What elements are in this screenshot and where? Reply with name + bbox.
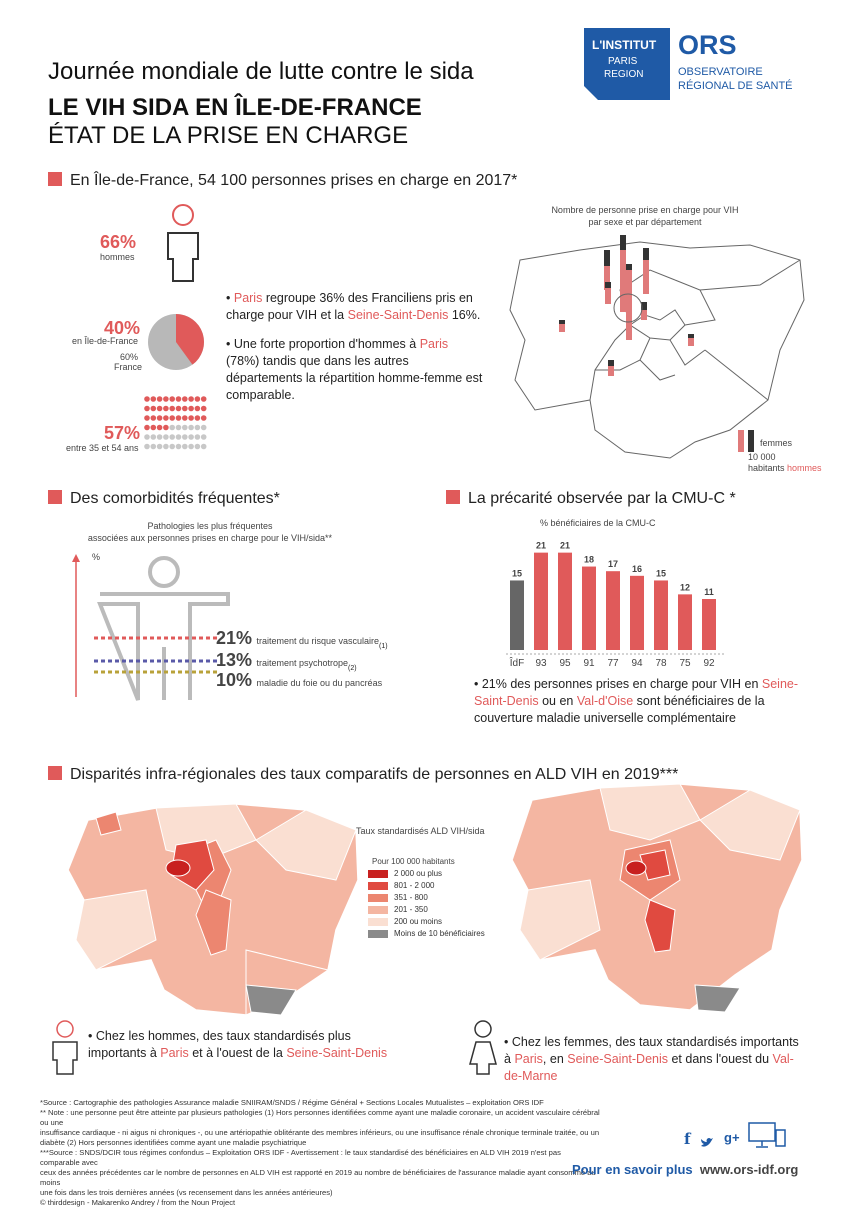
age-pct: 57% — [104, 423, 141, 443]
b2-end: (78%) tandis que dans les autres départements la répartition homme-femme est comparable. — [226, 354, 483, 402]
cmu-b-3: sont bénéficiaires de la couverture maladie universelle complémentaire — [474, 694, 765, 725]
dot — [169, 415, 175, 421]
cmu-bar-92 — [702, 599, 716, 650]
dot — [201, 425, 207, 431]
dot — [176, 444, 182, 450]
page-title: LE VIH SIDA EN ÎLE-DE-FRANCE — [48, 94, 422, 121]
cmu-chart-title: % bénéficiaires de la CMU-C — [540, 518, 656, 528]
dot — [176, 434, 182, 440]
dot — [201, 396, 207, 402]
bullet-men: • Une forte proportion d'hommes à Paris (78%) tandis que dans les autres départements la répartition homme-femme est comparable. — [226, 337, 483, 402]
legend-scale — [748, 452, 849, 474]
footnote-3: insuffisance cardiaque - ni aigus ni chroniques -, ou une artériopathie oblitérante des membres inférieurs, ou une insuffisance rénale chronique terminale traitée, ou un — [40, 1128, 600, 1137]
rate-legend-swatch — [368, 894, 388, 902]
rate-legend-item — [368, 880, 485, 891]
dot — [176, 396, 182, 402]
cmu-value-label: 11 — [704, 587, 714, 597]
dot — [163, 425, 169, 431]
rate-legend-swatch — [368, 882, 388, 890]
france-pct: 60% — [120, 352, 139, 362]
cmu-vdo: Val-d'Oise — [576, 694, 634, 708]
legend-scale-text: 10 000 habitants — [748, 452, 785, 473]
cmu-value-label: 15 — [511, 568, 523, 579]
section-marker — [48, 490, 62, 504]
ors-obs-1: OBSERVATOIRE — [678, 66, 763, 78]
men-rate-ssd: Seine-Saint-Denis — [286, 1046, 388, 1060]
rate-legend-item — [368, 868, 485, 879]
body-figure — [66, 552, 226, 702]
dot — [188, 434, 194, 440]
dot — [151, 425, 157, 431]
rate-legend-sub: Pour 100 000 habitants — [372, 857, 455, 866]
dot — [169, 406, 175, 412]
men-rate-bullet: • Chez les hommes, des taux standardisés plus importants à Paris et à l'ouest de la Seine-Saint-Denis — [88, 1029, 388, 1060]
men-choropleth-map — [66, 800, 366, 1020]
comorb-sup-2: (2) — [348, 665, 357, 673]
cmu-value-label: 17 — [607, 559, 619, 570]
dot — [182, 425, 188, 431]
cmu-category-label: 93 — [535, 658, 547, 669]
dot — [195, 425, 201, 431]
dot — [169, 396, 175, 402]
dot — [182, 406, 188, 412]
dot — [163, 406, 169, 412]
rate-legend-item — [368, 904, 485, 915]
footnote-credit: © thirddesign - Makarenko Andrey / from the Noun Project — [40, 1198, 236, 1207]
dot — [195, 444, 201, 450]
rate-legend-label: 200 ou moins — [394, 917, 443, 926]
men-rate-2: et à l'ouest de la — [188, 1046, 287, 1060]
facebook-icon[interactable]: f — [684, 1130, 691, 1148]
logo-institut-text: L'INSTITUT — [592, 38, 657, 52]
cmu-category-label: 95 — [559, 658, 571, 669]
section3-heading — [446, 490, 736, 508]
dot — [144, 396, 150, 402]
b2-paris: Paris — [419, 337, 449, 351]
ors-obs-2: RÉGIONAL DE SANTÉ — [678, 80, 793, 92]
men-pct: 66% — [100, 232, 137, 252]
googleplus-icon[interactable]: g+ — [724, 1130, 740, 1145]
legend-bar-women — [748, 430, 754, 452]
section2-heading — [48, 490, 280, 508]
footnotes — [40, 1098, 600, 1208]
comorb-label-2: traitement psychotrope — [256, 658, 349, 668]
comorb-title-1: Pathologies les plus fréquentes — [147, 521, 273, 531]
section1-heading-text: En Île-de-France, 54 100 personnes prises en charge en 2017* — [70, 172, 518, 189]
paris-link: Paris — [233, 291, 263, 305]
section-marker — [48, 172, 62, 186]
map-title — [520, 204, 770, 228]
women-rate-vdm: Val-de-Marne — [504, 1052, 794, 1083]
dot — [151, 434, 157, 440]
dot — [176, 415, 182, 421]
ssd-text: Seine-Saint-Denis — [347, 308, 449, 322]
dot — [144, 425, 150, 431]
cmu-category-label: 94 — [631, 658, 643, 669]
dot — [157, 415, 163, 421]
section1-heading — [48, 172, 517, 190]
comorb-pct-2: 13% — [216, 650, 253, 670]
dot — [195, 396, 201, 402]
dot — [144, 444, 150, 450]
devices-icon[interactable] — [748, 1122, 786, 1150]
cmu-value-label: 21 — [559, 540, 571, 551]
legend-bar-men — [738, 430, 744, 452]
twitter-icon[interactable] — [700, 1136, 714, 1148]
rate-legend-label: Moins de 10 bénéficiaires — [394, 929, 485, 938]
cmu-bar-91 — [582, 567, 596, 650]
subtitle: Journée mondiale de lutte contre le sida — [48, 58, 474, 85]
page-title-2: ÉTAT DE LA PRISE EN CHARGE — [48, 122, 409, 149]
cmu-bar-93 — [534, 553, 548, 650]
logo-paris-text: PARIS — [608, 56, 638, 67]
dot — [151, 415, 157, 421]
dot — [169, 425, 175, 431]
logo-region-text: REGION — [604, 69, 644, 80]
section-marker — [48, 766, 62, 780]
cmu-bar-95 — [558, 553, 572, 650]
bullet-paris: • Paris regroupe 36% des Franciliens pris en charge pour VIH et la Seine-Saint-Denis 16%. — [226, 291, 481, 322]
dot — [188, 406, 194, 412]
dot — [157, 444, 163, 450]
section-marker — [446, 490, 460, 504]
comorb-title-2: associées aux personnes prises en charge pour le VIH/sida** — [87, 533, 333, 543]
rate-legend-label: 351 - 800 — [394, 893, 428, 902]
dot — [195, 434, 201, 440]
dot — [163, 396, 169, 402]
women-choropleth-map — [510, 780, 810, 1020]
cmu-bullet: • 21% des personnes prises en charge pour VIH en Seine-Saint-Denis ou en Val-d'Oise sont bénéficiaires de la couverture maladie universelle complémentaire — [474, 677, 799, 725]
legend-women: femmes — [760, 438, 793, 448]
rate-legend-swatch — [368, 870, 388, 878]
footnote-2: ** Note : une personne peut être atteinte par plusieurs pathologies (1) Hors personnes identifiées comme ayant une maladie coronaire, un accident vasculaire cérébral ou une — [40, 1108, 600, 1127]
women-rate-1: Chez les femmes, des taux standardisés importants à — [504, 1035, 799, 1066]
dot — [188, 415, 194, 421]
dot — [169, 444, 175, 450]
dot — [144, 406, 150, 412]
dot — [201, 444, 207, 450]
idf-pct: 40% — [104, 318, 141, 338]
dot — [157, 406, 163, 412]
comorb-title — [60, 520, 360, 544]
cmu-ssd: Seine-Saint-Denis — [474, 677, 799, 708]
man-icon — [160, 203, 206, 283]
rate-legend-item — [368, 892, 485, 903]
woman-icon — [466, 1020, 500, 1076]
map-title-2: par sexe et par département — [588, 217, 702, 227]
cmu-value-label: 16 — [631, 563, 643, 574]
dot — [182, 415, 188, 421]
dot — [195, 406, 201, 412]
dot — [163, 415, 169, 421]
dot — [188, 425, 194, 431]
cmu-b-2: ou en — [538, 694, 577, 708]
comorb-label-3: maladie du foie ou du pancréas — [256, 678, 383, 688]
b2-text: Une forte proportion d'hommes à — [233, 337, 420, 351]
man-icon-small — [48, 1020, 82, 1076]
cmu-bar-chart — [500, 532, 715, 682]
cmu-bar-75 — [678, 594, 692, 650]
france-label: France — [114, 362, 143, 372]
dot — [182, 444, 188, 450]
rate-legend — [368, 868, 485, 940]
men-rate-paris: Paris — [160, 1046, 189, 1060]
comorb-row-3 — [216, 670, 382, 691]
cmu-value-label: 12 — [679, 582, 691, 593]
dot — [169, 434, 175, 440]
dot — [157, 434, 163, 440]
women-rate-2: , en — [542, 1052, 568, 1066]
b1-text: regroupe 36% des Franciliens pris en charge pour VIH et la — [226, 291, 473, 322]
dot — [201, 415, 207, 421]
cmu-category-label: 75 — [679, 658, 691, 669]
dot — [144, 434, 150, 440]
women-rate-3: et dans l'ouest du — [668, 1052, 773, 1066]
rate-legend-label: 801 - 2 000 — [394, 881, 435, 890]
rate-legend-label: 2 000 ou plus — [394, 869, 443, 878]
rate-legend-swatch — [368, 906, 388, 914]
dot-grid — [144, 396, 208, 454]
dot — [157, 396, 163, 402]
section2-heading-text: Des comorbidités fréquentes* — [70, 490, 280, 507]
cmu-value-label: 18 — [583, 554, 595, 565]
cmu-bar-78 — [654, 580, 668, 650]
ors-logo[interactable]: ORS — [678, 30, 737, 60]
dot — [195, 415, 201, 421]
women-rate-ssd: Seine-Saint-Denis — [567, 1052, 668, 1066]
dot — [182, 434, 188, 440]
website-link[interactable]: www.ors-idf.org — [699, 1162, 799, 1177]
dot — [144, 415, 150, 421]
rate-legend-title: Taux standardisés ALD VIH/sida — [356, 826, 485, 836]
cmu-value-label: 15 — [655, 568, 667, 579]
footnote-4: diabète (2) Hors personnes identifiées comme ayant une maladie psychiatrique — [40, 1138, 307, 1147]
rate-legend-swatch — [368, 930, 388, 938]
comorb-lines — [94, 632, 218, 678]
more-info-text: Pour en savoir plus — [572, 1162, 693, 1177]
section4-heading-text: Disparités infra-régionales des taux comparatifs de personnes en ALD VIH en 2019*** — [70, 766, 679, 783]
footnote-5: ***Source : SNDS/DCIR tous régimes confondus – Exploitation ORS IDF - Avertissement : le taux standardisé des bénéficiaires en ALD VIH 2019 n'est pas comparable avec — [40, 1148, 561, 1167]
dot — [151, 406, 157, 412]
dept-bars — [559, 235, 694, 376]
footnote-7: une fois dans les trois dernières années (vs recensement dans les années antérieures) — [40, 1188, 333, 1197]
comorb-pct-3: 10% — [216, 670, 253, 690]
women-rate-paris: Paris — [514, 1052, 543, 1066]
dot — [163, 434, 169, 440]
comorb-pct-1: 21% — [216, 628, 253, 648]
dot — [201, 406, 207, 412]
dot — [163, 444, 169, 450]
comorb-sup-1: (1) — [379, 643, 388, 651]
cmu-b-1: 21% des personnes prises en charge pour VIH en — [481, 677, 762, 691]
dot — [176, 406, 182, 412]
footnote-1: *Source : Cartographie des pathologies Assurance maladie SNIIRAM/SNDS / Régime Général + Sections Locales Mutualistes – exploitation ORS IDF — [40, 1098, 544, 1107]
cmu-value-label: 21 — [535, 540, 547, 551]
cmu-category-label: 77 — [607, 658, 619, 669]
legend-men: hommes — [787, 463, 822, 473]
rate-legend-item — [368, 928, 485, 939]
dot — [188, 396, 194, 402]
cmu-category-label: 91 — [583, 658, 595, 669]
dot — [201, 434, 207, 440]
cmu-bar-77 — [606, 571, 620, 650]
idf-dept-map — [500, 230, 820, 462]
map-title-1: Nombre de personne prise en charge pour VIH — [551, 205, 739, 215]
axis-unit: % — [92, 552, 101, 562]
section3-heading-text: La précarité observée par la CMU-C * — [468, 490, 736, 507]
dot — [151, 396, 157, 402]
dot — [151, 444, 157, 450]
cmu-category-label: 92 — [703, 658, 715, 669]
more-info — [572, 1162, 798, 1177]
pie-chart — [146, 312, 206, 372]
comorb-label-1: traitement du risque vasculaire — [256, 636, 380, 646]
cmu-category-label: ÎdF — [509, 658, 525, 669]
footnote-6: ceux des années précédentes car le nombre de personnes en ALD VIH est rapporté en 2019 au nombre de bénéficiaires de l'assurance maladie ayant consommé au moins — [40, 1168, 596, 1187]
cmu-bar-94 — [630, 576, 644, 650]
dot — [182, 396, 188, 402]
rate-legend-swatch — [368, 918, 388, 926]
men-rate-1: Chez les hommes, des taux standardisés plus importants à — [88, 1029, 351, 1060]
dot — [188, 444, 194, 450]
rate-legend-item — [368, 916, 485, 927]
rate-legend-label: 201 - 350 — [394, 905, 428, 914]
institut-logo[interactable] — [584, 28, 670, 100]
comorb-row-2 — [216, 650, 357, 672]
women-rate-bullet: • Chez les femmes, des taux standardisés importants à Paris, en Seine-Saint-Denis et dans l'ouest du Val-de-Marne — [504, 1035, 799, 1083]
dot — [157, 425, 163, 431]
comorb-row-1 — [216, 628, 388, 650]
cmu-category-label: 78 — [655, 658, 667, 669]
b1-end: 16%. — [448, 308, 481, 322]
age-label: entre 35 et 54 ans — [66, 443, 139, 453]
idf-label: en Île-de-France — [72, 336, 139, 346]
cmu-bar-ÎdF — [510, 580, 524, 650]
men-label: hommes — [100, 252, 135, 262]
dot — [176, 425, 182, 431]
